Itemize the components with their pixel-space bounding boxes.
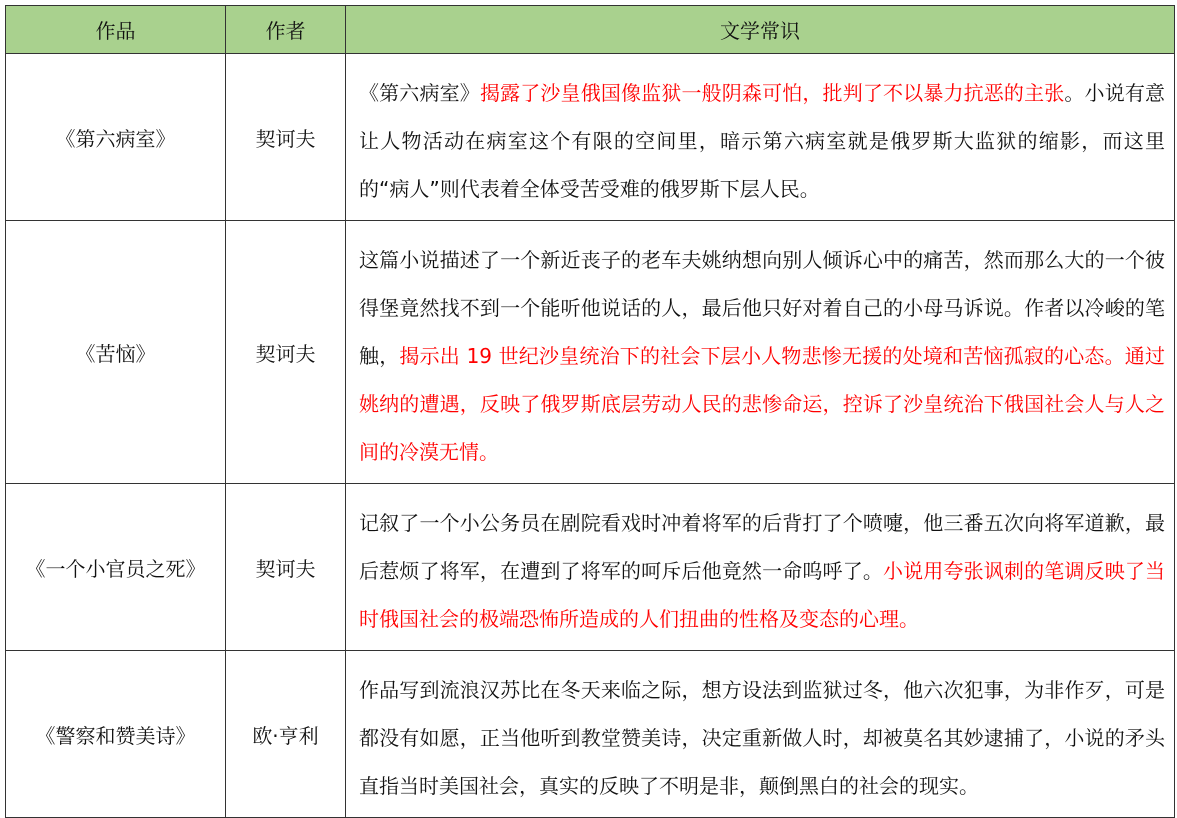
knowledge-highlight: 揭露了沙皇俄国像监狱一般阴森可怕，批判了不以暴力抗恶的主张 xyxy=(479,81,1065,105)
literature-table xyxy=(5,5,1175,818)
knowledge-text: 记叙了一个小公务员在剧院看戏时冲着将军的后背打了个喷嚏，他三番五次向将军道歉，最后惹烦了将军，在遭到了将军的呵斥后他竟然一命呜呼了。 xyxy=(359,511,1165,583)
author-name: 契诃夫 xyxy=(226,221,346,484)
header-row xyxy=(6,6,1175,54)
knowledge-text: 《第六病室》 xyxy=(359,81,480,105)
table-row xyxy=(6,484,1175,651)
author-name: 契诃夫 xyxy=(226,54,346,221)
header-author: 作者 xyxy=(226,6,346,54)
knowledge-highlight: 小说用夸张讽刺的笔调反映了当时俄国社会的极端恐怖所造成的人们扭曲的性格及变态的心理。 xyxy=(359,559,1165,631)
knowledge-cell xyxy=(346,221,1175,484)
table-row xyxy=(6,651,1175,818)
knowledge-highlight: 揭示出 19 世纪沙皇统治下的社会下层小人物悲惨无援的处境和苦恼孤寂的心态。通过姚纳的遭遇，反映了俄罗斯底层劳动人民的悲惨命运，控诉了沙皇统治下俄国社会人与人之间的冷漠无情。 xyxy=(359,344,1165,464)
knowledge-text: 这篇小说描述了一个新近丧子的老车夫姚纳想向别人倾诉心中的痛苦，然而那么大的一个彼得堡竟然找不到一个能听他说话的人，最后他只好对着自己的小母马诉说。作者以冷峻的笔触， xyxy=(359,248,1165,368)
work-title: 《第六病室》 xyxy=(6,54,226,221)
author-name: 欧·亨利 xyxy=(226,651,346,818)
header-knowledge: 文学常识 xyxy=(346,6,1175,54)
knowledge-text: 作品写到流浪汉苏比在冬天来临之际，想方设法到监狱过冬，他六次犯事，为非作歹，可是都没有如愿，正当他听到教堂赞美诗，决定重新做人时，却被莫名其妙逮捕了，小说的矛头直指当时美国社会，真实的反映了不明是非，颠倒黑白的社会的现实。 xyxy=(359,678,1165,798)
work-title: 《苦恼》 xyxy=(6,221,226,484)
author-name: 契诃夫 xyxy=(226,484,346,651)
work-title: 《警察和赞美诗》 xyxy=(6,651,226,818)
header-work: 作品 xyxy=(6,6,226,54)
knowledge-cell xyxy=(346,54,1175,221)
work-title: 《一个小官员之死》 xyxy=(6,484,226,651)
table-row xyxy=(6,221,1175,484)
knowledge-cell xyxy=(346,651,1175,818)
knowledge-text: 。小说有意让人物活动在病室这个有限的空间里，暗示第六病室就是俄罗斯大监狱的缩影，而这里的“病人”则代表着全体受苦受难的俄罗斯下层人民。 xyxy=(359,81,1166,201)
knowledge-cell xyxy=(346,484,1175,651)
table-row xyxy=(6,54,1175,221)
